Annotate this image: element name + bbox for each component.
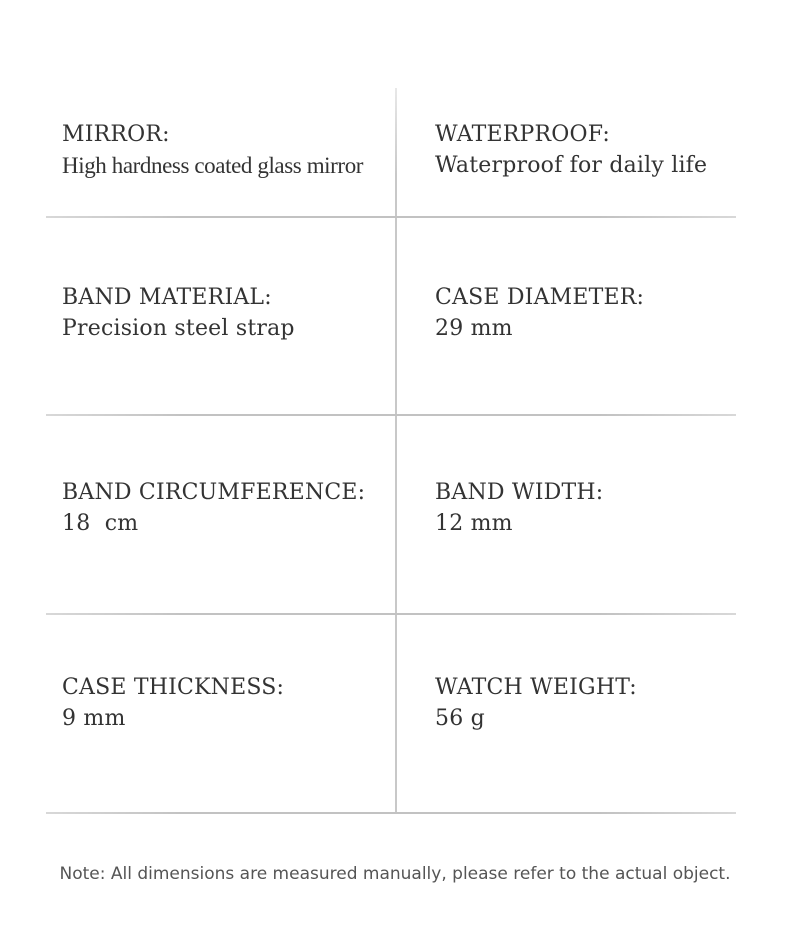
row-divider [46, 812, 736, 814]
row-divider [46, 216, 736, 218]
spec-case-diameter [435, 283, 765, 345]
spec-label: MIRROR: [62, 122, 170, 147]
spec-waterproof [435, 120, 765, 182]
spec-label: BAND CIRCUMFERENCE: [62, 480, 366, 505]
spec-mirror [62, 120, 392, 182]
spec-label: CASE THICKNESS: [62, 675, 285, 700]
spec-label: BAND MATERIAL: [62, 285, 272, 310]
row-divider [46, 613, 736, 615]
spec-value: 18 cm [62, 511, 139, 536]
spec-value: High hardness coated glass mirror [62, 153, 364, 178]
column-divider [395, 88, 397, 814]
spec-band-width [435, 478, 765, 540]
spec-band-circumference [62, 478, 392, 540]
spec-value: Waterproof for daily life [435, 153, 708, 178]
spec-case-thickness [62, 673, 392, 735]
spec-label: BAND WIDTH: [435, 480, 604, 505]
spec-band-material [62, 283, 392, 345]
spec-watch-weight [435, 673, 765, 735]
measurement-note: Note: All dimensions are measured manually, please refer to the actual object. [59, 864, 731, 884]
spec-value: 12 mm [435, 511, 513, 536]
spec-value: 9 mm [62, 706, 126, 731]
spec-table [46, 88, 736, 814]
spec-value: Precision steel strap [62, 316, 295, 341]
spec-label: WATERPROOF: [435, 122, 611, 147]
row-divider [46, 414, 736, 416]
spec-label: WATCH WEIGHT: [435, 675, 637, 700]
spec-label: CASE DIAMETER: [435, 285, 645, 310]
spec-value: 56 g [435, 706, 485, 731]
spec-value: 29 mm [435, 316, 513, 341]
